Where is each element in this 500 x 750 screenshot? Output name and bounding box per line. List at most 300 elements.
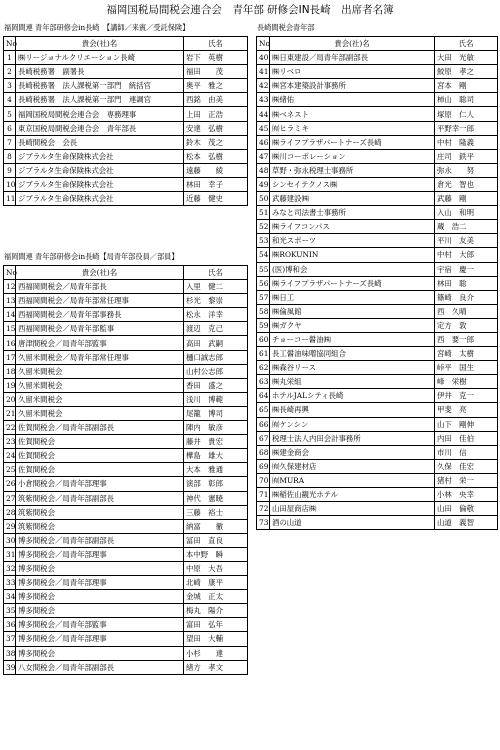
table-row <box>4 280 248 294</box>
row-number: 43 <box>257 93 270 107</box>
page-title: 福岡国税局間税会連合会 青年部 研修会IN長崎 出席者名簿 <box>106 4 394 16</box>
row-number: 36 <box>4 618 16 632</box>
header-org: 貴会(社)名 <box>270 37 435 51</box>
row-person-name: 定方 敦 <box>435 318 498 332</box>
row-number: 24 <box>4 449 16 463</box>
row-number: 66 <box>257 417 270 431</box>
row-organization: 博多間税会／局青年部監事 <box>16 618 184 632</box>
row-number: 51 <box>257 206 270 220</box>
header-org: 貴会(社)名 <box>16 266 184 280</box>
row-organization: 小倉間税会／局青年部理事 <box>16 477 184 491</box>
row-person-name: 山田 倫敬 <box>435 502 498 516</box>
attendee-table-members <box>3 265 248 675</box>
row-person-name: 西銘 由美 <box>184 93 248 107</box>
row-number: 33 <box>4 576 16 590</box>
row-person-name: 市川 信 <box>435 445 498 459</box>
table-row <box>257 192 498 206</box>
row-person-name: 金城 正太 <box>184 590 248 604</box>
header-org: 貴会(社)名 <box>16 37 184 51</box>
section-heading-guests: 福岡間連 青年部研修会in長崎 【講師／来賓／受託保険】 <box>4 23 190 32</box>
row-organization: 西福岡間税会／局青年部監事 <box>16 322 184 336</box>
row-organization: ㈱ライフコンパス <box>270 220 435 234</box>
row-person-name: 梅丸 陽介 <box>184 604 248 618</box>
row-number: 57 <box>257 290 270 304</box>
table-row <box>257 332 498 346</box>
row-person-name: 岩下 英樹 <box>184 51 248 65</box>
row-number: 1 <box>4 51 16 65</box>
row-organization: 長崎税務署 法人課税第一部門 統括官 <box>16 79 184 93</box>
table-row <box>4 660 248 674</box>
table-row <box>4 93 248 107</box>
row-person-name: 内田 佳伯 <box>435 431 498 445</box>
row-number: 48 <box>257 163 270 177</box>
table-row <box>4 604 248 618</box>
table-row <box>257 121 498 135</box>
row-number: 71 <box>257 488 270 502</box>
table-row <box>257 65 498 79</box>
row-number: 55 <box>257 262 270 276</box>
table-row <box>257 177 498 191</box>
table-row <box>257 149 498 163</box>
row-person-name: 山村公志郎 <box>184 364 248 378</box>
attendee-table-guests <box>3 36 248 206</box>
row-number: 29 <box>4 519 16 533</box>
row-number: 21 <box>4 406 16 420</box>
table-row <box>4 477 248 491</box>
row-person-name: 鮫原 孝之 <box>435 65 498 79</box>
table-row <box>4 121 248 135</box>
table-row <box>257 234 498 248</box>
row-person-name: 納富 徹 <box>184 519 248 533</box>
row-organization: ㈱日工 <box>270 290 435 304</box>
row-number: 73 <box>257 516 270 530</box>
row-person-name: 塚原 仁人 <box>435 107 498 121</box>
row-number: 31 <box>4 547 16 561</box>
table-row <box>4 406 248 420</box>
row-organization: (医)博和会 <box>270 262 435 276</box>
header-name: 氏名 <box>184 37 248 51</box>
table-row <box>4 576 248 590</box>
table-row <box>257 163 498 177</box>
table-row <box>257 290 498 304</box>
table-row <box>4 51 248 65</box>
table-row <box>257 276 498 290</box>
table-row <box>4 561 248 575</box>
row-person-name: 陣内 敏彦 <box>184 421 248 435</box>
row-person-name: 西 要一郎 <box>435 332 498 346</box>
table-row <box>257 488 498 502</box>
row-number: 41 <box>257 65 270 79</box>
row-organization: 博多間税会／局青年部理事 <box>16 547 184 561</box>
header-name: 氏名 <box>184 266 248 280</box>
row-number: 4 <box>4 93 16 107</box>
row-number: 54 <box>257 248 270 262</box>
row-number: 25 <box>4 463 16 477</box>
row-organization: ㈱川コーポレーション <box>270 149 435 163</box>
row-number: 50 <box>257 192 270 206</box>
row-organization: みなと司法書士事務所 <box>270 206 435 220</box>
row-number: 70 <box>257 473 270 487</box>
table-row <box>257 417 498 431</box>
row-person-name: 宇宿 慶一 <box>435 262 498 276</box>
table-row <box>257 107 498 121</box>
row-organization: ホテルJALシティ長崎 <box>270 389 435 403</box>
table-row <box>4 192 248 206</box>
row-person-name: 山下 剛伸 <box>435 417 498 431</box>
row-organization: 長工醤油味噌協同組合 <box>270 347 435 361</box>
row-number: 47 <box>257 149 270 163</box>
table-row <box>257 431 498 445</box>
table-row <box>257 318 498 332</box>
row-organization: 佐賀間税会／局青年部副部長 <box>16 421 184 435</box>
row-person-name: 甲斐 亮 <box>435 403 498 417</box>
row-organization: 税理士法人内田会計事務所 <box>270 431 435 445</box>
row-number: 45 <box>257 121 270 135</box>
table-row <box>4 177 248 191</box>
row-organization: 佐賀間税会 <box>16 449 184 463</box>
table-row <box>4 149 248 163</box>
row-number: 17 <box>4 350 16 364</box>
row-organization: ㈱丸栄組 <box>270 375 435 389</box>
row-organization: ㈱日東建設／局青年部副部長 <box>270 51 435 65</box>
row-person-name: 宮崎 太樹 <box>435 347 498 361</box>
table-row <box>4 350 248 364</box>
table-row <box>4 491 248 505</box>
table-row <box>257 262 498 276</box>
row-number: 67 <box>257 431 270 445</box>
row-number: 63 <box>257 375 270 389</box>
table-header-row <box>4 37 248 51</box>
table-row <box>4 590 248 604</box>
row-person-name: 林田 聡 <box>435 276 498 290</box>
row-person-name: 安達 弘樹 <box>184 121 248 135</box>
row-person-name: 渡辺 克己 <box>184 322 248 336</box>
table-row <box>4 505 248 519</box>
row-number: 8 <box>4 149 16 163</box>
row-organization: ㈱ライフプラザパートナーズ長崎 <box>270 276 435 290</box>
row-person-name: 庄司 鉄平 <box>435 149 498 163</box>
row-person-name: 倉光 智也 <box>435 177 498 191</box>
row-number: 16 <box>4 336 16 350</box>
table-row <box>4 519 248 533</box>
row-number: 37 <box>4 632 16 646</box>
row-number: 26 <box>4 477 16 491</box>
table-row <box>4 392 248 406</box>
row-person-name: 藤井 貴宏 <box>184 435 248 449</box>
table-row <box>4 463 248 477</box>
row-organization: 東京国税局間税会連合会 青年部長 <box>16 121 184 135</box>
row-organization: 博多間税会／局青年部理事 <box>16 576 184 590</box>
row-person-name: 樋口誠志郎 <box>184 350 248 364</box>
row-person-name: 上田 正浩 <box>184 107 248 121</box>
row-organization: ジブラルタ生命保険株式会社 <box>16 149 184 163</box>
row-organization: 長崎間税会 会長 <box>16 135 184 149</box>
row-person-name: 大本 雅通 <box>184 463 248 477</box>
row-organization: 佐賀間税会 <box>16 435 184 449</box>
row-organization: ㈱森谷リース <box>270 361 435 375</box>
table-row <box>4 421 248 435</box>
table-row <box>4 135 248 149</box>
table-row <box>4 547 248 561</box>
row-person-name: 平川 友美 <box>435 234 498 248</box>
header-no: No <box>257 37 270 51</box>
row-organization: ㈱ライフプラザパートナーズ長崎 <box>270 135 435 149</box>
row-person-name: 遠藤 綾 <box>184 163 248 177</box>
row-number: 19 <box>4 378 16 392</box>
row-number: 38 <box>4 646 16 660</box>
row-organization: 山田屋商店㈱ <box>270 502 435 516</box>
row-organization: 長崎税務署 法人課税第一部門 連調官 <box>16 93 184 107</box>
row-person-name: 近藤 健史 <box>184 192 248 206</box>
row-person-name: 中原 大吾 <box>184 561 248 575</box>
row-person-name: 大田 光敏 <box>435 51 498 65</box>
table-row <box>4 107 248 121</box>
row-number: 52 <box>257 220 270 234</box>
row-person-name: 演部 彰郎 <box>184 477 248 491</box>
row-organization: 西福岡間税会／局青年部事務長 <box>16 308 184 322</box>
row-number: 56 <box>257 276 270 290</box>
table-row <box>4 294 248 308</box>
table-row <box>257 502 498 516</box>
section-heading-members: 福岡間連 青年部研修会in長崎【局青年部役員／部員】 <box>4 252 179 261</box>
row-number: 23 <box>4 435 16 449</box>
row-person-name: 平野幸一郎 <box>435 121 498 135</box>
row-organization: 博多間税会 <box>16 590 184 604</box>
table-row <box>4 449 248 463</box>
row-organization: 草野・弥永税理士事務所 <box>270 163 435 177</box>
row-person-name: 松本 弘樹 <box>184 149 248 163</box>
row-organization: 博多間税会／局青年部副部長 <box>16 533 184 547</box>
row-organization: ㈱リージョナルクリエーション長崎 <box>16 51 184 65</box>
row-organization: 久留米間税会 <box>16 364 184 378</box>
row-person-name: 浅川 博範 <box>184 392 248 406</box>
row-number: 59 <box>257 318 270 332</box>
table-row <box>257 375 498 389</box>
table-row <box>257 361 498 375</box>
row-organization: 長崎税務署 副署長 <box>16 65 184 79</box>
row-person-name: 奥平 雅之 <box>184 79 248 93</box>
row-person-name: 福田 茂 <box>184 65 248 79</box>
table-row <box>257 93 498 107</box>
row-person-name: 小林 央幸 <box>435 488 498 502</box>
table-row <box>257 473 498 487</box>
row-organization: 博多間税会／局青年部理事 <box>16 632 184 646</box>
row-organization: ㈱建金商会 <box>270 445 435 459</box>
row-organization: ㈱稲佐山観光ホテル <box>270 488 435 502</box>
table-row <box>257 347 498 361</box>
table-row <box>257 445 498 459</box>
row-organization: 博多間税会 <box>16 604 184 618</box>
row-organization: ㈱リベロ <box>270 65 435 79</box>
row-organization: 福岡国税局間税会連合会 専務理事 <box>16 107 184 121</box>
table-row <box>257 135 498 149</box>
row-number: 10 <box>4 177 16 191</box>
row-organization: 唐津間税会／局青年部監事 <box>16 336 184 350</box>
table-row <box>4 435 248 449</box>
table-row <box>257 459 498 473</box>
row-number: 40 <box>257 51 270 65</box>
row-number: 6 <box>4 121 16 135</box>
row-organization: シンセイテクノス㈱ <box>270 177 435 191</box>
row-person-name: 蔵 浩二 <box>435 220 498 234</box>
row-organization: ㈱ROKUNIN <box>270 248 435 262</box>
row-person-name: 樺島 雄大 <box>184 449 248 463</box>
header-name: 氏名 <box>435 37 498 51</box>
row-number: 27 <box>4 491 16 505</box>
header-no: No <box>4 37 16 51</box>
row-person-name: 松永 洋幸 <box>184 308 248 322</box>
row-organization: 筑紫間税会／局青年部副部長 <box>16 491 184 505</box>
row-person-name: 宮本 剛 <box>435 79 498 93</box>
row-organization: 西福岡間税会／局青年部常任理事 <box>16 294 184 308</box>
row-organization: ㈱ガクヤ <box>270 318 435 332</box>
row-person-name: 柿山 聡司 <box>435 93 498 107</box>
row-number: 64 <box>257 389 270 403</box>
row-organization: ジブラルタ生命保険株式会社 <box>16 163 184 177</box>
row-organization: ㈲MURA <box>270 473 435 487</box>
row-person-name: 北崎 康平 <box>184 576 248 590</box>
table-row <box>257 206 498 220</box>
table-row <box>4 533 248 547</box>
row-number: 9 <box>4 163 16 177</box>
table-row <box>257 220 498 234</box>
table-row <box>257 304 498 318</box>
row-organization: ㈱長崎再興 <box>270 403 435 417</box>
row-person-name: 三藤 裕士 <box>184 505 248 519</box>
row-person-name: 杉光 黎崇 <box>184 294 248 308</box>
table-row <box>4 322 248 336</box>
table-row <box>4 308 248 322</box>
row-number: 18 <box>4 364 16 378</box>
row-person-name: 冨田 直良 <box>184 533 248 547</box>
table-row <box>257 51 498 65</box>
row-organization: 筑紫間税会 <box>16 505 184 519</box>
row-number: 22 <box>4 421 16 435</box>
row-organization: 久留米間税会 <box>16 406 184 420</box>
table-header-row <box>257 37 498 51</box>
row-person-name: 峰 栄樹 <box>435 375 498 389</box>
row-organization: ㈲ヒラミキ <box>270 121 435 135</box>
row-person-name: 伊井 克一 <box>435 389 498 403</box>
row-person-name: 富田 弘年 <box>184 618 248 632</box>
row-organization: 和光スポーツ <box>270 234 435 248</box>
table-row <box>4 646 248 660</box>
row-number: 11 <box>4 192 16 206</box>
row-organization: ㈱宮本建築設計事務所 <box>270 79 435 93</box>
row-number: 65 <box>257 403 270 417</box>
row-organization: 八女間税会／局青年部副部長 <box>16 660 184 674</box>
row-organization: 筑紫間税会 <box>16 519 184 533</box>
row-number: 20 <box>4 392 16 406</box>
row-organization: ジブラルタ生命保険株式会社 <box>16 192 184 206</box>
table-row <box>257 516 498 530</box>
table-row <box>4 378 248 392</box>
row-organization: ㈲ケンシン <box>270 417 435 431</box>
row-number: 69 <box>257 459 270 473</box>
row-number: 12 <box>4 280 16 294</box>
table-row <box>4 79 248 93</box>
row-person-name: 久保 佳宏 <box>435 459 498 473</box>
row-organization: 博多間税会 <box>16 646 184 660</box>
row-organization: 酒の山道 <box>270 516 435 530</box>
row-organization: ㈱ベネスト <box>270 107 435 121</box>
row-person-name: 高田 武嗣 <box>184 336 248 350</box>
row-person-name: 峠平 国生 <box>435 361 498 375</box>
row-organization: ㈲久保建材店 <box>270 459 435 473</box>
row-number: 39 <box>4 660 16 674</box>
table-row <box>257 403 498 417</box>
row-number: 53 <box>257 234 270 248</box>
row-person-name: 小杉 達 <box>184 646 248 660</box>
table-header-row <box>4 266 248 280</box>
row-number: 58 <box>257 304 270 318</box>
table-row <box>4 364 248 378</box>
table-row <box>257 248 498 262</box>
row-organization: 西福岡間税会／局青年部長 <box>16 280 184 294</box>
table-row <box>4 65 248 79</box>
row-person-name: 入里 健二 <box>184 280 248 294</box>
row-number: 14 <box>4 308 16 322</box>
row-number: 44 <box>257 107 270 121</box>
row-number: 2 <box>4 65 16 79</box>
header-no: No <box>4 266 16 280</box>
row-number: 13 <box>4 294 16 308</box>
row-organization: 博多間税会 <box>16 561 184 575</box>
table-row <box>4 632 248 646</box>
row-number: 72 <box>257 502 270 516</box>
table-row <box>4 336 248 350</box>
row-number: 61 <box>257 347 270 361</box>
row-organization: チョーコー醤油㈱ <box>270 332 435 346</box>
attendee-table-nagasaki <box>256 36 498 530</box>
row-person-name: 猪村 栄一 <box>435 473 498 487</box>
row-number: 30 <box>4 533 16 547</box>
row-organization: 久留米間税会 <box>16 392 184 406</box>
table-row <box>257 389 498 403</box>
row-number: 68 <box>257 445 270 459</box>
row-number: 35 <box>4 604 16 618</box>
row-person-name: 緒方 孝文 <box>184 660 248 674</box>
row-person-name: 本中野 瞬 <box>184 547 248 561</box>
row-number: 60 <box>257 332 270 346</box>
row-organization: ㈱緒佑 <box>270 93 435 107</box>
row-number: 49 <box>257 177 270 191</box>
table-row <box>4 163 248 177</box>
row-person-name: 篠崎 良介 <box>435 290 498 304</box>
row-organization: 久留米間税会 <box>16 378 184 392</box>
row-person-name: 望田 大輔 <box>184 632 248 646</box>
row-organization: ㈱倫風館 <box>270 304 435 318</box>
row-organization: 武藤建設㈱ <box>270 192 435 206</box>
row-person-name: 尾籠 博司 <box>184 406 248 420</box>
row-person-name: 西 久晴 <box>435 304 498 318</box>
row-number: 7 <box>4 135 16 149</box>
row-organization: ジブラルタ生命保険株式会社 <box>16 177 184 191</box>
row-person-name: 入山 和明 <box>435 206 498 220</box>
row-person-name: 中村 隆義 <box>435 135 498 149</box>
table-row <box>4 618 248 632</box>
table-row <box>257 79 498 93</box>
row-number: 42 <box>257 79 270 93</box>
row-person-name: 山道 義智 <box>435 516 498 530</box>
row-organization: 佐賀間税会 <box>16 463 184 477</box>
row-number: 15 <box>4 322 16 336</box>
row-person-name: 中村 大郎 <box>435 248 498 262</box>
row-number: 5 <box>4 107 16 121</box>
row-organization: 久留米間税会／局青年部常任理事 <box>16 350 184 364</box>
row-number: 32 <box>4 561 16 575</box>
row-person-name: 弥永 努 <box>435 163 498 177</box>
